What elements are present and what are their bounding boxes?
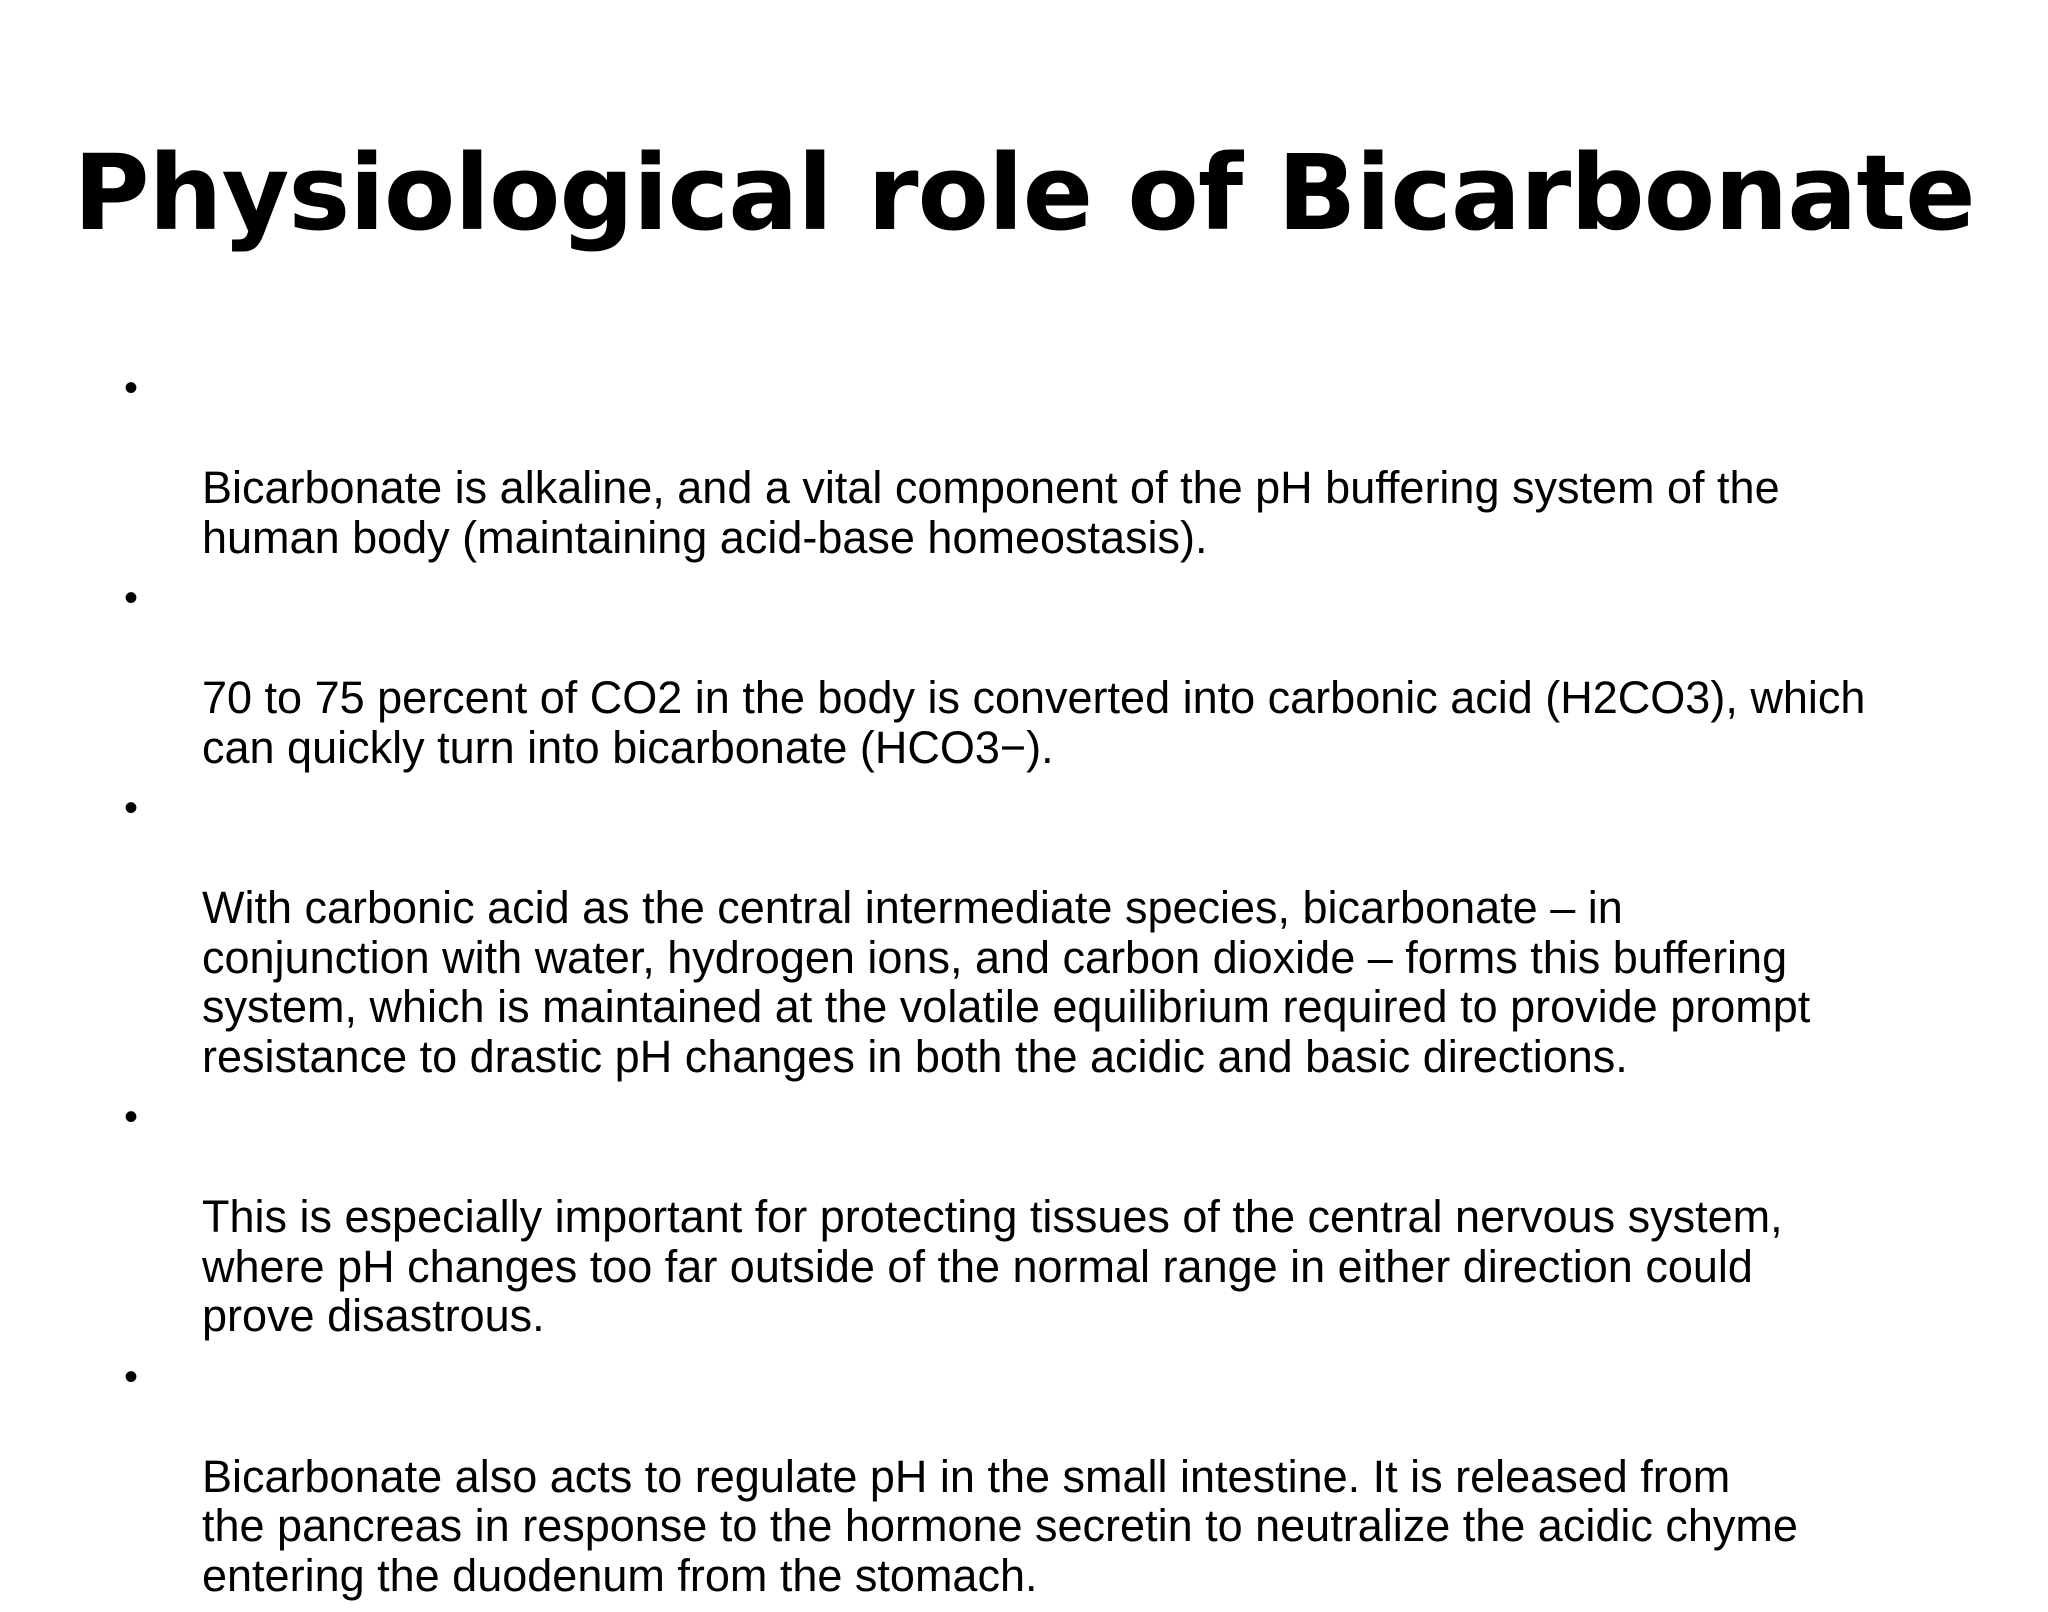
bullet-text: With carbonic acid as the central intermediate species, bicarbonate – in conjunction with water, hydrogen ions, and carbon dioxide – forms this buffering system, which is maintained at the volatile equilibrium required to provide prompt resistance to drastic pH changes in both the acidic and basic directions. (202, 882, 1811, 1082)
bullet-item (120, 784, 1960, 1081)
bullet-item (120, 364, 1960, 562)
bullet-item (120, 574, 1960, 772)
bullet-text: Bicarbonate is alkaline, and a vital component of the pH buffering system of the human body (maintaining acid-base homeostasis). (202, 462, 1780, 563)
bullet-item (120, 1353, 1960, 1601)
bullet-text: 70 to 75 percent of CO2 in the body is converted into carbonic acid (H2CO3), which can quickly turn into bicarbonate (HCO3−). (202, 672, 1866, 773)
bullet-dot-icon: • (124, 366, 139, 410)
slide-title: Physiological role of Bicarbonate (73, 132, 1975, 254)
bullet-text: This is especially important for protecting tissues of the central nervous system, where pH changes too far outside of the normal range in either direction could prove disastrous. (202, 1191, 1783, 1341)
bullet-dot-icon: • (124, 1354, 139, 1399)
bullet-dot-icon: • (124, 576, 139, 620)
bullet-dot-icon: • (124, 1095, 139, 1139)
bullet-text: Bicarbonate also acts to regulate pH in the small intestine. It is released from the pancreas in response to the hormone secretin to neutralize the acidic chyme entering the duodenum from the stomach. (202, 1450, 1798, 1601)
bullet-list (120, 364, 1960, 1612)
bullet-dot-icon: • (124, 786, 139, 830)
bullet-item (120, 1093, 1960, 1341)
